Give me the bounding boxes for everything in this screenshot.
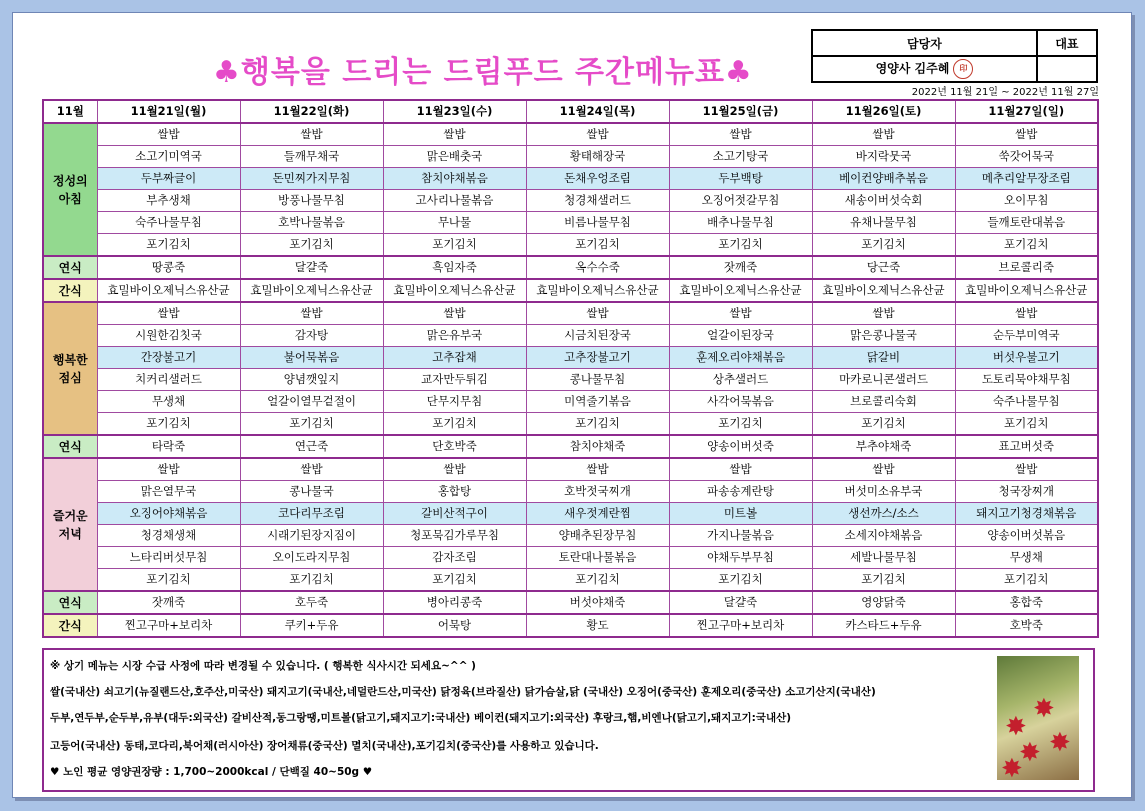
- header-day: 11월23일(수): [383, 100, 526, 123]
- menu-cell: 들깨무채국: [240, 146, 383, 168]
- header-day: 11월26일(토): [812, 100, 955, 123]
- menu-cell: 도토리묵야채무침: [955, 369, 1098, 391]
- menu-cell: 쌀밥: [955, 458, 1098, 481]
- menu-cell: 양배추된장무침: [526, 525, 669, 547]
- menu-cell: 새송이버섯숙회: [812, 190, 955, 212]
- notes-box: [42, 648, 1095, 792]
- menu-cell: 오징어젓갈무침: [669, 190, 812, 212]
- menu-cell: 포기김치: [240, 234, 383, 257]
- menu-cell: 쌀밥: [526, 302, 669, 325]
- menu-cell: 시원한김칫국: [97, 325, 240, 347]
- menu-cell: 토란대나물볶음: [526, 547, 669, 569]
- snack-label: 연식: [43, 435, 97, 458]
- table-row: [43, 190, 1098, 212]
- menu-cell: 쌀밥: [669, 302, 812, 325]
- late-snack-cell: 어묵탕: [383, 614, 526, 637]
- maple-leaf-icon: ✸: [1005, 712, 1027, 742]
- header-month: 11월: [43, 100, 97, 123]
- snack-label: 연식: [43, 256, 97, 279]
- menu-cell: 비름나물무침: [526, 212, 669, 234]
- menu-cell: 불어묵볶음: [240, 347, 383, 369]
- table-row: [43, 481, 1098, 503]
- between-snack-cell: 효밀바이오제닉스유산균: [955, 279, 1098, 302]
- table-row: [43, 591, 1098, 614]
- table-row: [43, 279, 1098, 302]
- menu-cell: 미역줄기볶음: [526, 391, 669, 413]
- menu-cell: 소고기탕국: [669, 146, 812, 168]
- table-row: [43, 146, 1098, 168]
- menu-cell: 브로콜리숙회: [812, 391, 955, 413]
- menu-cell: 두부짜글이: [97, 168, 240, 190]
- late-snack-cell: 카스타드+두유: [812, 614, 955, 637]
- table-row: [43, 503, 1098, 525]
- menu-cell: 소세지야채볶음: [812, 525, 955, 547]
- menu-cell: 청포묵김가루무침: [383, 525, 526, 547]
- table-row: [43, 123, 1098, 146]
- menu-cell: 쌀밥: [383, 302, 526, 325]
- menu-cell: 배추나물무침: [669, 212, 812, 234]
- menu-cell: 맑은콩나물국: [812, 325, 955, 347]
- table-row: [43, 525, 1098, 547]
- snack-cell: 달걀죽: [669, 591, 812, 614]
- weekly-menu-table: [42, 99, 1099, 638]
- table-row: [43, 391, 1098, 413]
- menu-cell: 포기김치: [669, 569, 812, 592]
- menu-cell: 쌀밥: [669, 458, 812, 481]
- between-snack-cell: 효밀바이오제닉스유산균: [812, 279, 955, 302]
- snack-cell: 양송이버섯죽: [669, 435, 812, 458]
- menu-cell: 포기김치: [97, 569, 240, 592]
- menu-cell: 감자탕: [240, 325, 383, 347]
- menu-cell: 포기김치: [97, 413, 240, 436]
- menu-cell: 오이도라지무침: [240, 547, 383, 569]
- menu-cell: 맑은유부국: [383, 325, 526, 347]
- snack-cell: 옥수수죽: [526, 256, 669, 279]
- menu-cell: 참치야채볶음: [383, 168, 526, 190]
- snack-cell: 단호박죽: [383, 435, 526, 458]
- table-row: [43, 435, 1098, 458]
- menu-cell: 베이컨양배추볶음: [812, 168, 955, 190]
- menu-cell: 쌀밥: [955, 302, 1098, 325]
- menu-cell: 맑은배춧국: [383, 146, 526, 168]
- menu-cell: 포기김치: [526, 234, 669, 257]
- menu-cell: 방풍나물무침: [240, 190, 383, 212]
- maple-leaf-icon: ✸: [1033, 694, 1055, 724]
- menu-cell: 쌀밥: [526, 458, 669, 481]
- menu-cell: 바지락뭇국: [812, 146, 955, 168]
- snack-cell: 당근죽: [812, 256, 955, 279]
- between-snack-cell: 효밀바이오제닉스유산균: [240, 279, 383, 302]
- between-snack-cell: 효밀바이오제닉스유산균: [383, 279, 526, 302]
- header-day: 11월24일(목): [526, 100, 669, 123]
- between-snack-cell: 효밀바이오제닉스유산균: [669, 279, 812, 302]
- menu-sheet: [12, 12, 1132, 798]
- menu-cell: 사각어묵볶음: [669, 391, 812, 413]
- menu-cell: 콩나물국: [240, 481, 383, 503]
- maple-leaf-icon: ✸: [1019, 738, 1041, 768]
- table-row: [43, 347, 1098, 369]
- note-line: ※ 상기 메뉴는 시장 수급 사정에 따라 변경될 수 있습니다. ( 행복한 식사시간 되세요~^^ ): [50, 660, 476, 672]
- menu-cell: 쌀밥: [526, 123, 669, 146]
- seal-stamp-icon: 印: [953, 59, 973, 79]
- menu-cell: 포기김치: [383, 569, 526, 592]
- menu-cell: 무생채: [955, 547, 1098, 569]
- note-line: 고등어(국내산) 동태,코다리,북어채(러시아산) 장어채류(중국산) 멸치(국내산),포기김치(중국산)를 사용하고 있습니다.: [50, 740, 599, 752]
- menu-cell: 포기김치: [669, 413, 812, 436]
- table-row: [43, 168, 1098, 190]
- menu-cell: 맑은열무국: [97, 481, 240, 503]
- dinner-label: 즐거운 저녁: [43, 458, 97, 591]
- snack-cell: 잣깨죽: [669, 256, 812, 279]
- note-line: 두부,연두부,순두부,유부(대두:외국산) 갈비산적,동그랑땡,미트볼(닭고기,돼지고기:국내산) 베이컨(돼지고기:외국산) 후랑크,햄,비엔나(닭고기,돼지고기:국내산): [50, 712, 792, 724]
- menu-cell: 포기김치: [383, 413, 526, 436]
- breakfast-label: 정성의 아침: [43, 123, 97, 256]
- menu-cell: 숙주나물무침: [955, 391, 1098, 413]
- menu-cell: 쌀밥: [240, 123, 383, 146]
- snack-cell: 표고버섯죽: [955, 435, 1098, 458]
- menu-cell: 포기김치: [812, 234, 955, 257]
- menu-period: 2022년 11월 21일 ~ 2022년 11월 27일: [911, 87, 1099, 98]
- menu-cell: 청국장찌개: [955, 481, 1098, 503]
- menu-cell: 쌀밥: [240, 458, 383, 481]
- maple-leaves-photo: [997, 656, 1079, 780]
- late-snack-cell: 호박죽: [955, 614, 1098, 637]
- menu-cell: 쌀밥: [97, 302, 240, 325]
- header-day: 11월27일(일): [955, 100, 1098, 123]
- menu-cell: 쌀밥: [812, 123, 955, 146]
- menu-cell: 소고기미역국: [97, 146, 240, 168]
- menu-cell: 마카로니콘샐러드: [812, 369, 955, 391]
- snack-cell: 영양닭죽: [812, 591, 955, 614]
- table-row: [43, 369, 1098, 391]
- menu-cell: 포기김치: [812, 413, 955, 436]
- menu-cell: 두부백탕: [669, 168, 812, 190]
- maple-leaf-icon: ✸: [1001, 754, 1023, 780]
- menu-cell: 돈민찌가지무침: [240, 168, 383, 190]
- table-row: [43, 614, 1098, 637]
- header-day: 11월25일(금): [669, 100, 812, 123]
- between-snack-label: 간식: [43, 279, 97, 302]
- menu-cell: 야채두부무침: [669, 547, 812, 569]
- menu-cell: 얼갈이열무겉절이: [240, 391, 383, 413]
- menu-cell: 황태해장국: [526, 146, 669, 168]
- approval-box: [811, 29, 1098, 83]
- snack-cell: 참치야채죽: [526, 435, 669, 458]
- menu-cell: 고사리나물볶음: [383, 190, 526, 212]
- menu-cell: 쌀밥: [97, 123, 240, 146]
- menu-cell: 버섯미소유부국: [812, 481, 955, 503]
- snack-cell: 브로콜리죽: [955, 256, 1098, 279]
- menu-cell: 고추장불고기: [526, 347, 669, 369]
- menu-cell: 오징어야채볶음: [97, 503, 240, 525]
- menu-cell: 가지나물볶음: [669, 525, 812, 547]
- menu-cell: 생선까스/소스: [812, 503, 955, 525]
- table-row: [43, 569, 1098, 592]
- menu-cell: 느타리버섯무침: [97, 547, 240, 569]
- approval-person: [812, 56, 1037, 82]
- menu-cell: 오이무침: [955, 190, 1098, 212]
- menu-cell: 돼지고기청경채볶음: [955, 503, 1098, 525]
- snack-cell: 흑임자죽: [383, 256, 526, 279]
- approval-ceo-sign: [1037, 56, 1097, 82]
- menu-cell: 시래기된장지짐이: [240, 525, 383, 547]
- menu-cell: 포기김치: [955, 234, 1098, 257]
- menu-cell: 양념깻잎지: [240, 369, 383, 391]
- menu-cell: 갈비산적구이: [383, 503, 526, 525]
- snack-label: 연식: [43, 591, 97, 614]
- menu-cell: 미트볼: [669, 503, 812, 525]
- lunch-label: 행복한 점심: [43, 302, 97, 435]
- menu-cell: 유채나물무침: [812, 212, 955, 234]
- approval-head-ceo: 대표: [1037, 30, 1097, 56]
- menu-cell: 순두부미역국: [955, 325, 1098, 347]
- menu-cell: 쌀밥: [240, 302, 383, 325]
- menu-cell: 간장불고기: [97, 347, 240, 369]
- table-row: [43, 458, 1098, 481]
- table-row: [43, 234, 1098, 257]
- menu-cell: 포기김치: [240, 569, 383, 592]
- snack-cell: 홍합죽: [955, 591, 1098, 614]
- menu-cell: 쌀밥: [669, 123, 812, 146]
- menu-cell: 파송송계란탕: [669, 481, 812, 503]
- menu-cell: 양송이버섯볶음: [955, 525, 1098, 547]
- table-row: [43, 547, 1098, 569]
- menu-cell: 호박젓국찌개: [526, 481, 669, 503]
- menu-cell: 고추잡채: [383, 347, 526, 369]
- menu-cell: 메추리알무장조림: [955, 168, 1098, 190]
- snack-cell: 연근죽: [240, 435, 383, 458]
- menu-cell: 버섯우불고기: [955, 347, 1098, 369]
- snack-cell: 땅콩죽: [97, 256, 240, 279]
- header-day: 11월21일(월): [97, 100, 240, 123]
- menu-cell: 쌀밥: [383, 458, 526, 481]
- menu-cell: 부추생채: [97, 190, 240, 212]
- menu-cell: 들깨토란대볶음: [955, 212, 1098, 234]
- menu-cell: 포기김치: [97, 234, 240, 257]
- menu-cell: 포기김치: [669, 234, 812, 257]
- menu-cell: 콩나물무침: [526, 369, 669, 391]
- note-line: ♥ 노인 평균 영양권장량 : 1,700~2000kcal / 단백질 40~50g ♥: [50, 766, 373, 778]
- menu-cell: 쌀밥: [955, 123, 1098, 146]
- table-row: [43, 302, 1098, 325]
- snack-cell: 달걀죽: [240, 256, 383, 279]
- late-snack-cell: 황도: [526, 614, 669, 637]
- approval-head-staff: 담당자: [812, 30, 1037, 56]
- menu-cell: 숙주나물무침: [97, 212, 240, 234]
- page-title: ♣행복을 드리는 드림푸드 주간메뉴표♣: [213, 55, 753, 90]
- late-snack-label: 간식: [43, 614, 97, 637]
- menu-cell: 치커리샐러드: [97, 369, 240, 391]
- menu-cell: 감자조림: [383, 547, 526, 569]
- maple-leaf-icon: ✸: [1049, 728, 1071, 758]
- menu-cell: 시금치된장국: [526, 325, 669, 347]
- menu-cell: 교자만두튀김: [383, 369, 526, 391]
- snack-cell: 타락죽: [97, 435, 240, 458]
- menu-cell: 돈채우엉조림: [526, 168, 669, 190]
- menu-cell: 홍합탕: [383, 481, 526, 503]
- menu-cell: 쌀밥: [383, 123, 526, 146]
- menu-cell: 쑥갓어묵국: [955, 146, 1098, 168]
- menu-cell: 단무지무침: [383, 391, 526, 413]
- menu-cell: 포기김치: [812, 569, 955, 592]
- snack-cell: 부추야채죽: [812, 435, 955, 458]
- table-row: [43, 325, 1098, 347]
- snack-cell: 병아리콩죽: [383, 591, 526, 614]
- menu-cell: 얼갈이된장국: [669, 325, 812, 347]
- menu-cell: 훈제오리야채볶음: [669, 347, 812, 369]
- menu-cell: 포기김치: [955, 413, 1098, 436]
- snack-cell: 잣깨죽: [97, 591, 240, 614]
- late-snack-cell: 쿠키+두유: [240, 614, 383, 637]
- menu-cell: 쌀밥: [812, 458, 955, 481]
- snack-cell: 버섯야채죽: [526, 591, 669, 614]
- snack-cell: 호두죽: [240, 591, 383, 614]
- menu-cell: 코다리무조림: [240, 503, 383, 525]
- approval-person-name: 영양사 김주혜: [875, 61, 950, 76]
- menu-cell: 청경채샐러드: [526, 190, 669, 212]
- menu-cell: 포기김치: [383, 234, 526, 257]
- menu-cell: 포기김치: [526, 569, 669, 592]
- menu-cell: 포기김치: [526, 413, 669, 436]
- menu-cell: 호박나물볶음: [240, 212, 383, 234]
- menu-cell: 세발나물무침: [812, 547, 955, 569]
- menu-cell: 무생채: [97, 391, 240, 413]
- menu-cell: 쌀밥: [812, 302, 955, 325]
- menu-cell: 상추샐러드: [669, 369, 812, 391]
- between-snack-cell: 효밀바이오제닉스유산균: [526, 279, 669, 302]
- menu-cell: 청경채생채: [97, 525, 240, 547]
- menu-cell: 포기김치: [240, 413, 383, 436]
- menu-cell: 포기김치: [955, 569, 1098, 592]
- menu-cell: 쌀밥: [97, 458, 240, 481]
- note-line: 쌀(국내산) 쇠고기(뉴질랜드산,호주산,미국산) 돼지고기(국내산,네덜란드산,미국산) 닭정육(브라질산) 닭가슴살,닭 (국내산) 오징어(중국산) 훈제오리(중국산) 소고기산지(국내산): [50, 686, 876, 698]
- between-snack-cell: 효밀바이오제닉스유산균: [97, 279, 240, 302]
- header-day: 11월22일(화): [240, 100, 383, 123]
- menu-cell: 닭갈비: [812, 347, 955, 369]
- menu-cell: 무나물: [383, 212, 526, 234]
- menu-cell: 새우젓계란찜: [526, 503, 669, 525]
- late-snack-cell: 찐고구마+보리차: [97, 614, 240, 637]
- late-snack-cell: 찐고구마+보리차: [669, 614, 812, 637]
- table-row: [43, 212, 1098, 234]
- table-row: [43, 413, 1098, 436]
- table-row: [43, 256, 1098, 279]
